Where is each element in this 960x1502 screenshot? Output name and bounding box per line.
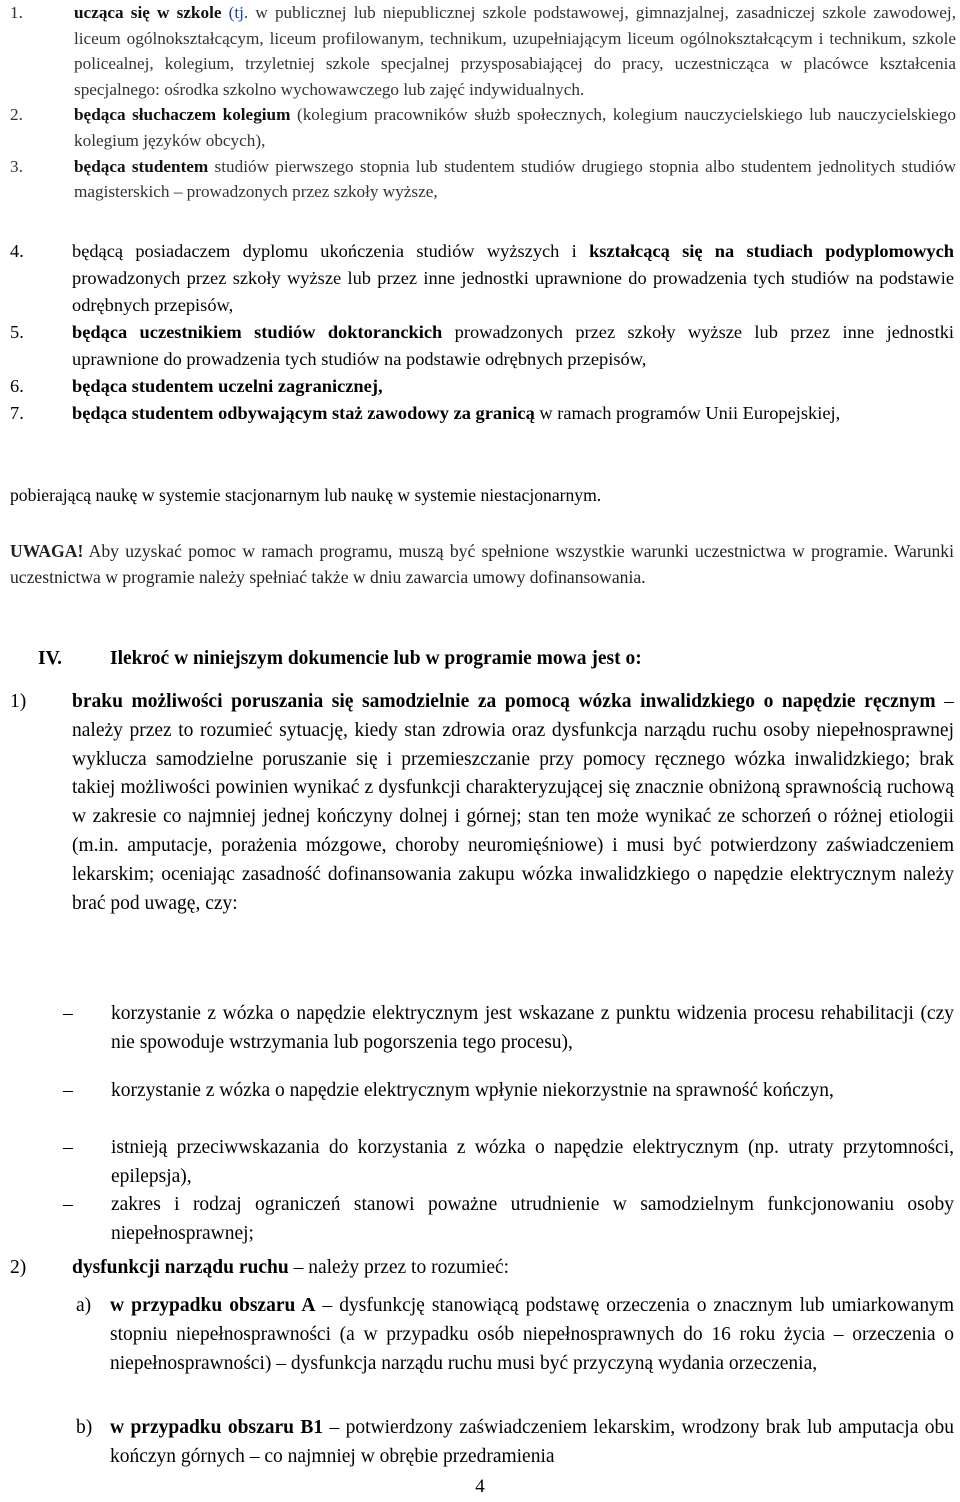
list-item (76, 1414, 954, 1472)
list-item (63, 1191, 954, 1249)
sub-lead: w przypadku obszaru B1 (110, 1417, 324, 1438)
list-lead: ucząca się w szkole (74, 3, 222, 22)
section-number: IV. (38, 648, 63, 669)
dash-text: korzystanie z wózka o napędzie elektrycznym jest wskazane z punktu widzenia procesu rehabilitacji (czy nie spowoduje wstrzymania lub pogorszenia tego procesu), (111, 1003, 954, 1053)
dash-mark: – (63, 1137, 73, 1158)
list-item (63, 1134, 954, 1192)
warning-paragraph (10, 538, 954, 590)
dash-mark: – (63, 1080, 73, 1101)
list-text: studiów pierwszego stopnia lub studentem studiów drugiego stopnia albo studentem jednolitych studiów magisterskich – prowadzonych przez szkoły wyższe, (74, 156, 956, 202)
list-lead: będąca studentem odbywającym staż zawodowy za granicą (72, 403, 535, 423)
warning-text: Aby uzyskać pomoc w ramach programu, muszą być spełnione wszystkie warunki uczestnictwa w programie. Warunki uczestnictwa w programie należy spełniać także w dniu zawarcia umowy dofinansowania. (10, 541, 954, 587)
list-text: w ramach programów Unii Europejskiej, (534, 403, 841, 423)
list-number: 4. (10, 241, 24, 261)
section-title: Ilekroć w niniejszym dokumencie lub w programie mowa jest o: (110, 648, 642, 669)
list-number: 5. (10, 322, 24, 342)
eligibility-list (10, 0, 956, 205)
list-text: w publicznej lub niepublicznej szkole podstawowej, gimnazjalnej, zasadniczej szkole zawodowej, liceum ogólnokształcącym, liceum profilowanym, technikum, uzupełniającym liceum ogólnokształcącym i technikum, szkole policealnej, kolegium, trzyletniej szkole specjalnej przysposabiającej do pracy, uczestnicząca w placówce kształcenia specjalnego: ośrodka szkolno wychowawczego lub zajęć indywidualnych. (74, 3, 956, 99)
list-item (10, 102, 956, 153)
dash-mark: – (63, 1194, 73, 1215)
definition-number: 2) (10, 1257, 27, 1278)
list-item (63, 1000, 954, 1058)
list-item (10, 154, 956, 205)
list-number: 1. (10, 3, 23, 22)
definition-item (10, 688, 954, 918)
sub-text: – potwierdzony zaświadczeniem lekarskim, wrodzony brak lub amputacja obu kończyn górnych – co najmniej w obrębie przedramienia (110, 1417, 955, 1467)
list-text: prowadzonych przez szkoły wyższe lub przez inne jednostki uprawnione do prowadzenia tych studiów na podstawie odrębnych przepisów, (72, 322, 955, 369)
section-heading (38, 648, 642, 670)
sub-mark: a) (76, 1295, 92, 1316)
warning-label: UWAGA! (10, 541, 84, 561)
list-lead: będąca studentem uczelni zagranicznej, (72, 376, 383, 396)
definition-text: – należy przez to rozumieć: (288, 1257, 510, 1278)
dash-text: korzystanie z wózka o napędzie elektrycznym wpłynie niekorzystnie na sprawność kończyn, (111, 1080, 834, 1101)
list-text: prowadzonych przez szkoły wyższe lub przez inne jednostki uprawnione do prowadzenia tych studiów na podstawie odrębnych przepisów, (72, 268, 954, 315)
list-item (10, 319, 954, 373)
list-item (76, 1292, 954, 1378)
page-number: 4 (475, 1476, 485, 1497)
sub-lead: w przypadku obszaru A (110, 1295, 316, 1316)
list-lead: kształcącą się na studiach podyplomowych (589, 241, 954, 261)
list-number: 2. (10, 105, 23, 125)
list-pre: będącą posiadaczem dyplomu ukończenia studiów wyższych i (72, 241, 590, 261)
list-number: 3. (10, 156, 23, 176)
dash-mark: – (63, 1003, 73, 1024)
list-lead: będąca studentem (74, 156, 209, 176)
dash-text: zakres i rodzaj ograniczeń stanowi poważne utrudnienie w samodzielnym funkcjonowaniu osoby niepełnosprawnej; (111, 1194, 954, 1244)
list-item (10, 0, 956, 102)
list-link-text[interactable]: (tj. (221, 3, 256, 22)
study-mode-note: pobierającą naukę w systemie stacjonarnym lub naukę w systemie niestacjonarnym. (10, 485, 602, 505)
definition-number: 1) (10, 691, 27, 712)
list-item (10, 238, 954, 319)
list-item (63, 1077, 954, 1106)
sub-mark: b) (76, 1417, 93, 1438)
list-item (10, 400, 954, 427)
list-number: 6. (10, 376, 24, 396)
dash-text: istnieją przeciwwskazania do korzystania z wózka o napędzie elektrycznym (np. utraty przytomności, epilepsja), (111, 1137, 954, 1187)
list-lead: będąca słuchaczem kolegium (74, 105, 291, 125)
definition-lead: dysfunkcji narządu ruchu (72, 1257, 289, 1278)
list-lead: będąca uczestnikiem studiów doktoranckich (72, 322, 443, 342)
list-text: (kolegium pracowników służb społecznych, kolegium nauczycielskiego lub nauczycielskiego kolegium języków obcych), (74, 105, 956, 150)
definition-lead: braku możliwości poruszania się samodzielnie za pomocą wózka inwalidzkiego o napędzie ręcznym (72, 691, 936, 712)
sub-text: – dysfunkcję stanowiącą podstawę orzeczenia o znacznym lub umiarkowanym stopniu niepełnosprawności (a w przypadku osób niepełnosprawnych do 16 roku życia – orzeczenia o niepełnosprawności) – dysfunkcja narządu ruchu musi być przyczyną wydania orzeczenia, (110, 1295, 954, 1374)
list-number: 7. (10, 403, 24, 423)
definition-item (10, 1254, 954, 1283)
list-item (10, 373, 954, 400)
definition-text: – należy przez to rozumieć sytuację, kiedy stan zdrowia oraz dysfunkcja narządu ruchu osoby niepełnosprawnej wyklucza samodzielne poruszanie się i przemieszczanie przy pomocy ręcznego wózka inwalidzkiego; brak takiej możliwości powinien wynikać z dysfunkcji charakteryzującej się znacznie obniżoną sprawnością ruchową w zakresie co najmniej jednej kończyny dolnej i górnej; stan ten może wynikać ze schorzeń o różnej etiologii (m.in. amputacje, porażenia mózgowe, choroby neuromięśniowe) i musi być potwierdzony zaświadczeniem lekarskim; oceniając zasadność dofinansowania zakupu wózka inwalidzkiego o napędzie elektrycznym należy brać pod uwagę, czy: (72, 691, 954, 914)
